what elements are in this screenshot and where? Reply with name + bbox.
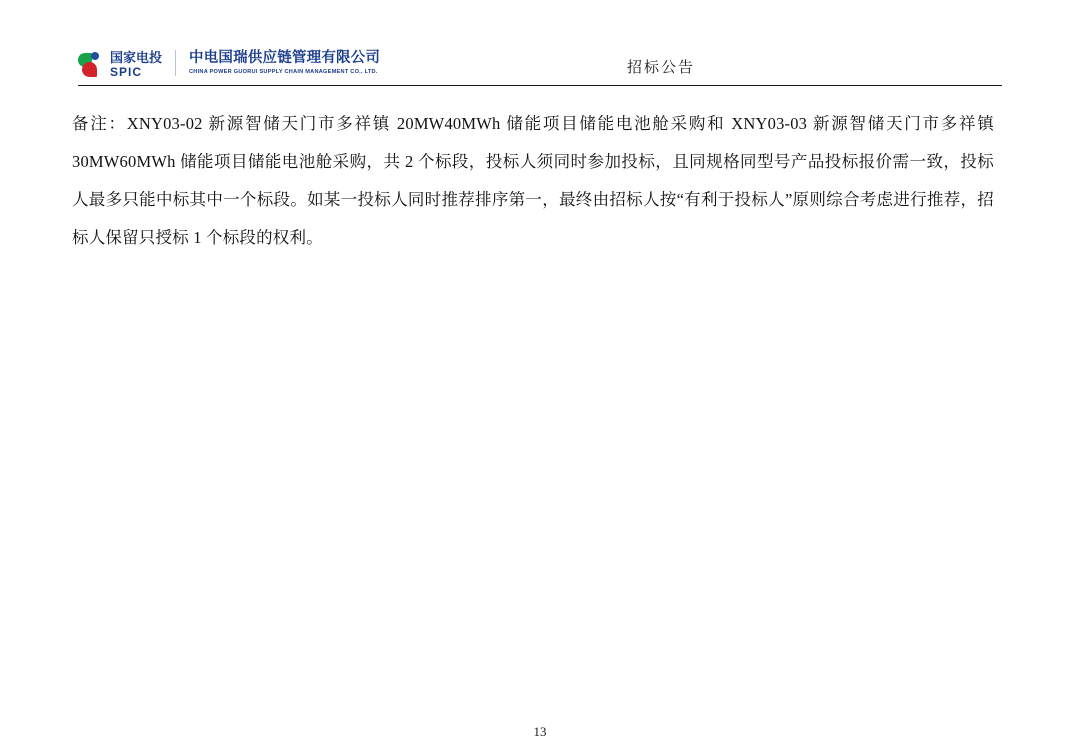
company-logo [78,50,380,83]
page-title: 招标公告 [627,60,696,76]
logo-company-cn: 中电国瑞供应链管理有限公司 [189,49,381,66]
logo-dot-blue [91,52,99,60]
logo-brand-cn: 国家电投 [110,50,163,65]
page-header [78,38,1002,88]
spic-logo-icon [78,52,104,78]
logo-brand-en: SPIC [110,65,143,79]
logo-company-text [189,51,380,78]
logo-leaf-red [82,62,97,77]
logo-brand-text [110,51,162,78]
logo-divider [175,50,176,76]
page-number: 13 [533,724,547,739]
logo-company-en: CHINA POWER GUORUI SUPPLY CHAIN MANAGEMENT CO., LTD. [189,68,378,75]
header-inner [78,38,1002,86]
note-paragraph: 备注：XNY03-02 新源智储天门市多祥镇 20MW40MWh 储能项目储能电池舱采购和 XNY03-03 新源智储天门市多祥镇 30MW60MWh 储能项目储能电池舱采购，共 2 个标段，投标人须同时参加投标，且同规格同型号产品投标报价需一致，投标人最多只能中标其中一个标段。如某一投标人同时推荐排序第一，最终由招标人按“有利于投标人”原则综合考虑进行推荐，招标人保留只授标 1 个标段的权利。 [72,114,994,247]
